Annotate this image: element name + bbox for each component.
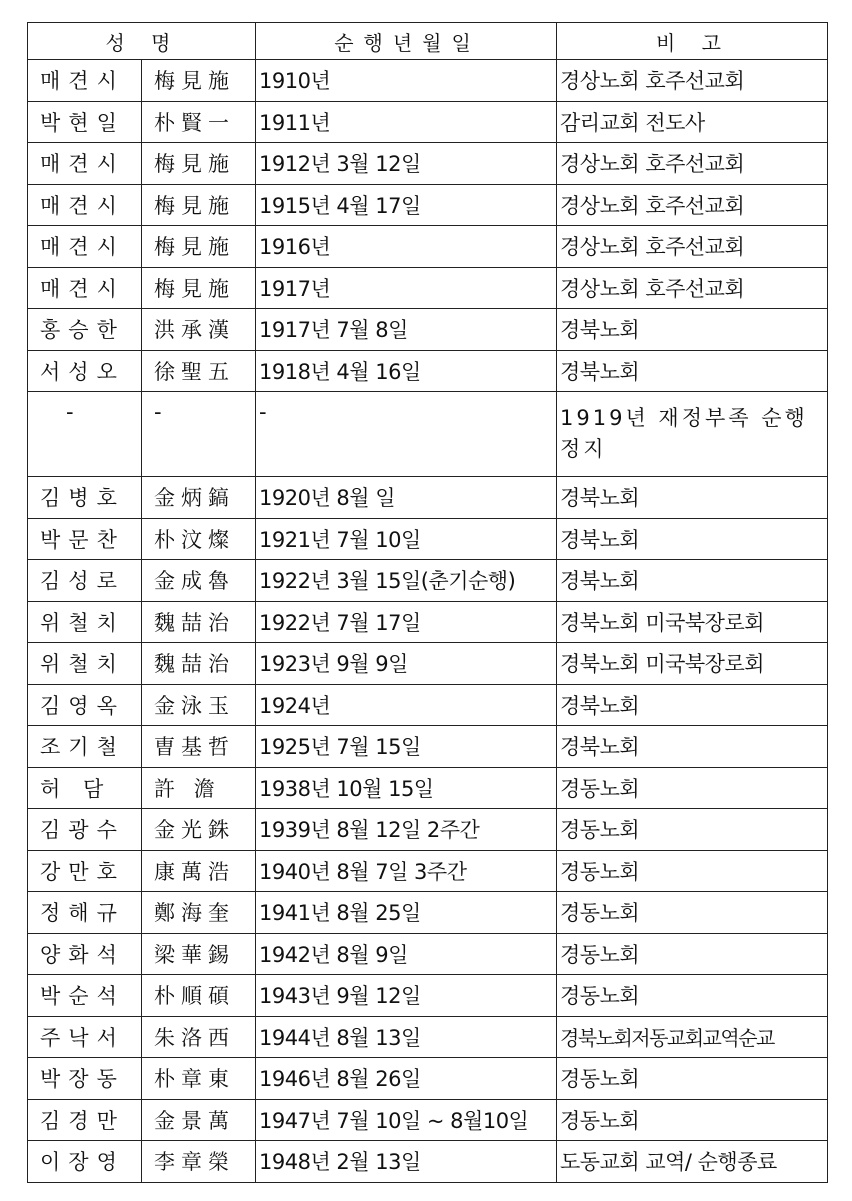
date-cell: 1922년 7월 17일 (256, 601, 557, 643)
date-cell: 1924년 (256, 684, 557, 726)
name-cell: 정해규 (28, 892, 142, 934)
date-cell: 1920년 8월 일 (256, 477, 557, 519)
name-cell: 매견시 (28, 267, 142, 309)
hanja-cell: 鄭海奎 (142, 892, 256, 934)
note-cell: 경동노회 (557, 975, 828, 1017)
table-row (28, 267, 828, 309)
date-cell: 1912년 3월 12일 (256, 143, 557, 185)
date-cell: 1915년 4월 17일 (256, 184, 557, 226)
hanja-cell: 梅見施 (142, 143, 256, 185)
name-cell: 매견시 (28, 184, 142, 226)
table-row (28, 1141, 828, 1183)
table-row (28, 226, 828, 268)
note-cell: 경북노회저동교회교역순교 (557, 1016, 828, 1058)
date-cell: 1942년 8월 9일 (256, 933, 557, 975)
date-cell: - (256, 392, 557, 477)
hanja-cell: 朴章東 (142, 1058, 256, 1100)
name-cell: 김영옥 (28, 684, 142, 726)
name-cell: 허 담 (28, 767, 142, 809)
table-row (28, 809, 828, 851)
date-cell: 1946년 8월 26일 (256, 1058, 557, 1100)
table-row (28, 143, 828, 185)
table-row (28, 892, 828, 934)
date-cell: 1910년 (256, 60, 557, 102)
table-row (28, 60, 828, 102)
header-row (28, 23, 828, 60)
name-cell: 박문찬 (28, 518, 142, 560)
note-cell: 경동노회 (557, 892, 828, 934)
table-row (28, 101, 828, 143)
table-row (28, 684, 828, 726)
table-row (28, 850, 828, 892)
name-cell: 주낙서 (28, 1016, 142, 1058)
date-cell: 1916년 (256, 226, 557, 268)
hanja-cell: 梁華錫 (142, 933, 256, 975)
table-row (28, 975, 828, 1017)
date-cell: 1941년 8월 25일 (256, 892, 557, 934)
note-cell: 경북노회 미국북장로회 (557, 643, 828, 685)
hanja-cell: 徐聖五 (142, 350, 256, 392)
note-cell: 경북노회 (557, 684, 828, 726)
name-cell: 박장동 (28, 1058, 142, 1100)
name-cell: 박현일 (28, 101, 142, 143)
date-cell: 1948년 2월 13일 (256, 1141, 557, 1183)
note-cell: 경북노회 (557, 560, 828, 602)
table-row (28, 767, 828, 809)
date-cell: 1917년 (256, 267, 557, 309)
name-cell: 매견시 (28, 143, 142, 185)
date-cell: 1923년 9월 9일 (256, 643, 557, 685)
note-cell: 경상노회 호주선교회 (557, 60, 828, 102)
hanja-cell: 梅見施 (142, 267, 256, 309)
note-cell: 경상노회 호주선교회 (557, 184, 828, 226)
name-cell: 김경만 (28, 1099, 142, 1141)
table-row (28, 184, 828, 226)
table-row (28, 392, 828, 477)
note-cell: 경동노회 (557, 933, 828, 975)
hanja-cell: 曺基哲 (142, 726, 256, 768)
header-name: 성 명 (28, 23, 256, 60)
note-cell: 도동교회 교역/ 순행종료 (557, 1141, 828, 1183)
date-cell: 1917년 7월 8일 (256, 309, 557, 351)
note-cell: 경동노회 (557, 1058, 828, 1100)
name-cell: 김광수 (28, 809, 142, 851)
date-cell: 1922년 3월 15일(춘기순행) (256, 560, 557, 602)
name-cell: 박순석 (28, 975, 142, 1017)
table-row (28, 601, 828, 643)
name-cell: 위철치 (28, 601, 142, 643)
note-cell: 감리교회 전도사 (557, 101, 828, 143)
hanja-cell: 梅見施 (142, 184, 256, 226)
table-row (28, 643, 828, 685)
name-cell: 강만호 (28, 850, 142, 892)
hanja-cell: 金光銖 (142, 809, 256, 851)
table-row (28, 1016, 828, 1058)
name-cell: - (28, 392, 142, 477)
hanja-cell: 梅見施 (142, 226, 256, 268)
hanja-cell: 洪承漢 (142, 309, 256, 351)
name-cell: 조기철 (28, 726, 142, 768)
table-row (28, 560, 828, 602)
note-cell: 경북노회 (557, 350, 828, 392)
note-cell: 경북노회 (557, 309, 828, 351)
name-cell: 김병호 (28, 477, 142, 519)
itinerary-table (27, 22, 828, 1183)
note-cell: 경북노회 (557, 518, 828, 560)
note-cell: 경상노회 호주선교회 (557, 267, 828, 309)
date-cell: 1918년 4월 16일 (256, 350, 557, 392)
table-row (28, 477, 828, 519)
table-row (28, 518, 828, 560)
date-cell: 1925년 7월 15일 (256, 726, 557, 768)
header-note: 비 고 (557, 23, 828, 60)
hanja-cell: 朴賢一 (142, 101, 256, 143)
name-cell: 김성로 (28, 560, 142, 602)
name-cell: 매견시 (28, 60, 142, 102)
date-cell: 1911년 (256, 101, 557, 143)
note-cell: 경북노회 (557, 477, 828, 519)
table-row (28, 933, 828, 975)
date-cell: 1921년 7월 10일 (256, 518, 557, 560)
date-cell: 1943년 9월 12일 (256, 975, 557, 1017)
note-cell: 경동노회 (557, 767, 828, 809)
hanja-cell: 金成魯 (142, 560, 256, 602)
note-cell: 1919년 재정부족 순행정지 (557, 392, 828, 477)
date-cell: 1939년 8월 12일 2주간 (256, 809, 557, 851)
hanja-cell: 金景萬 (142, 1099, 256, 1141)
table-row (28, 1099, 828, 1141)
hanja-cell: 梅見施 (142, 60, 256, 102)
hanja-cell: - (142, 392, 256, 477)
name-cell: 양화석 (28, 933, 142, 975)
hanja-cell: 許 澹 (142, 767, 256, 809)
name-cell: 홍승한 (28, 309, 142, 351)
note-cell: 경북노회 미국북장로회 (557, 601, 828, 643)
name-cell: 매견시 (28, 226, 142, 268)
date-cell: 1947년 7월 10일 ~ 8월10일 (256, 1099, 557, 1141)
name-cell: 위철치 (28, 643, 142, 685)
hanja-cell: 李章榮 (142, 1141, 256, 1183)
hanja-cell: 魏喆治 (142, 643, 256, 685)
note-cell: 경동노회 (557, 809, 828, 851)
hanja-cell: 金泳玉 (142, 684, 256, 726)
date-cell: 1940년 8월 7일 3주간 (256, 850, 557, 892)
note-cell: 경북노회 (557, 726, 828, 768)
table-row (28, 726, 828, 768)
note-cell: 경동노회 (557, 1099, 828, 1141)
hanja-cell: 康萬浩 (142, 850, 256, 892)
table-row (28, 309, 828, 351)
name-cell: 이장영 (28, 1141, 142, 1183)
table-row (28, 1058, 828, 1100)
hanja-cell: 朴順碩 (142, 975, 256, 1017)
name-cell: 서성오 (28, 350, 142, 392)
header-date: 순행년월일 (256, 23, 557, 60)
date-cell: 1938년 10월 15일 (256, 767, 557, 809)
hanja-cell: 朴汶燦 (142, 518, 256, 560)
table-row (28, 350, 828, 392)
note-cell: 경동노회 (557, 850, 828, 892)
hanja-cell: 金炳鎬 (142, 477, 256, 519)
hanja-cell: 朱洛西 (142, 1016, 256, 1058)
note-cell: 경상노회 호주선교회 (557, 226, 828, 268)
hanja-cell: 魏喆治 (142, 601, 256, 643)
note-cell: 경상노회 호주선교회 (557, 143, 828, 185)
date-cell: 1944년 8월 13일 (256, 1016, 557, 1058)
